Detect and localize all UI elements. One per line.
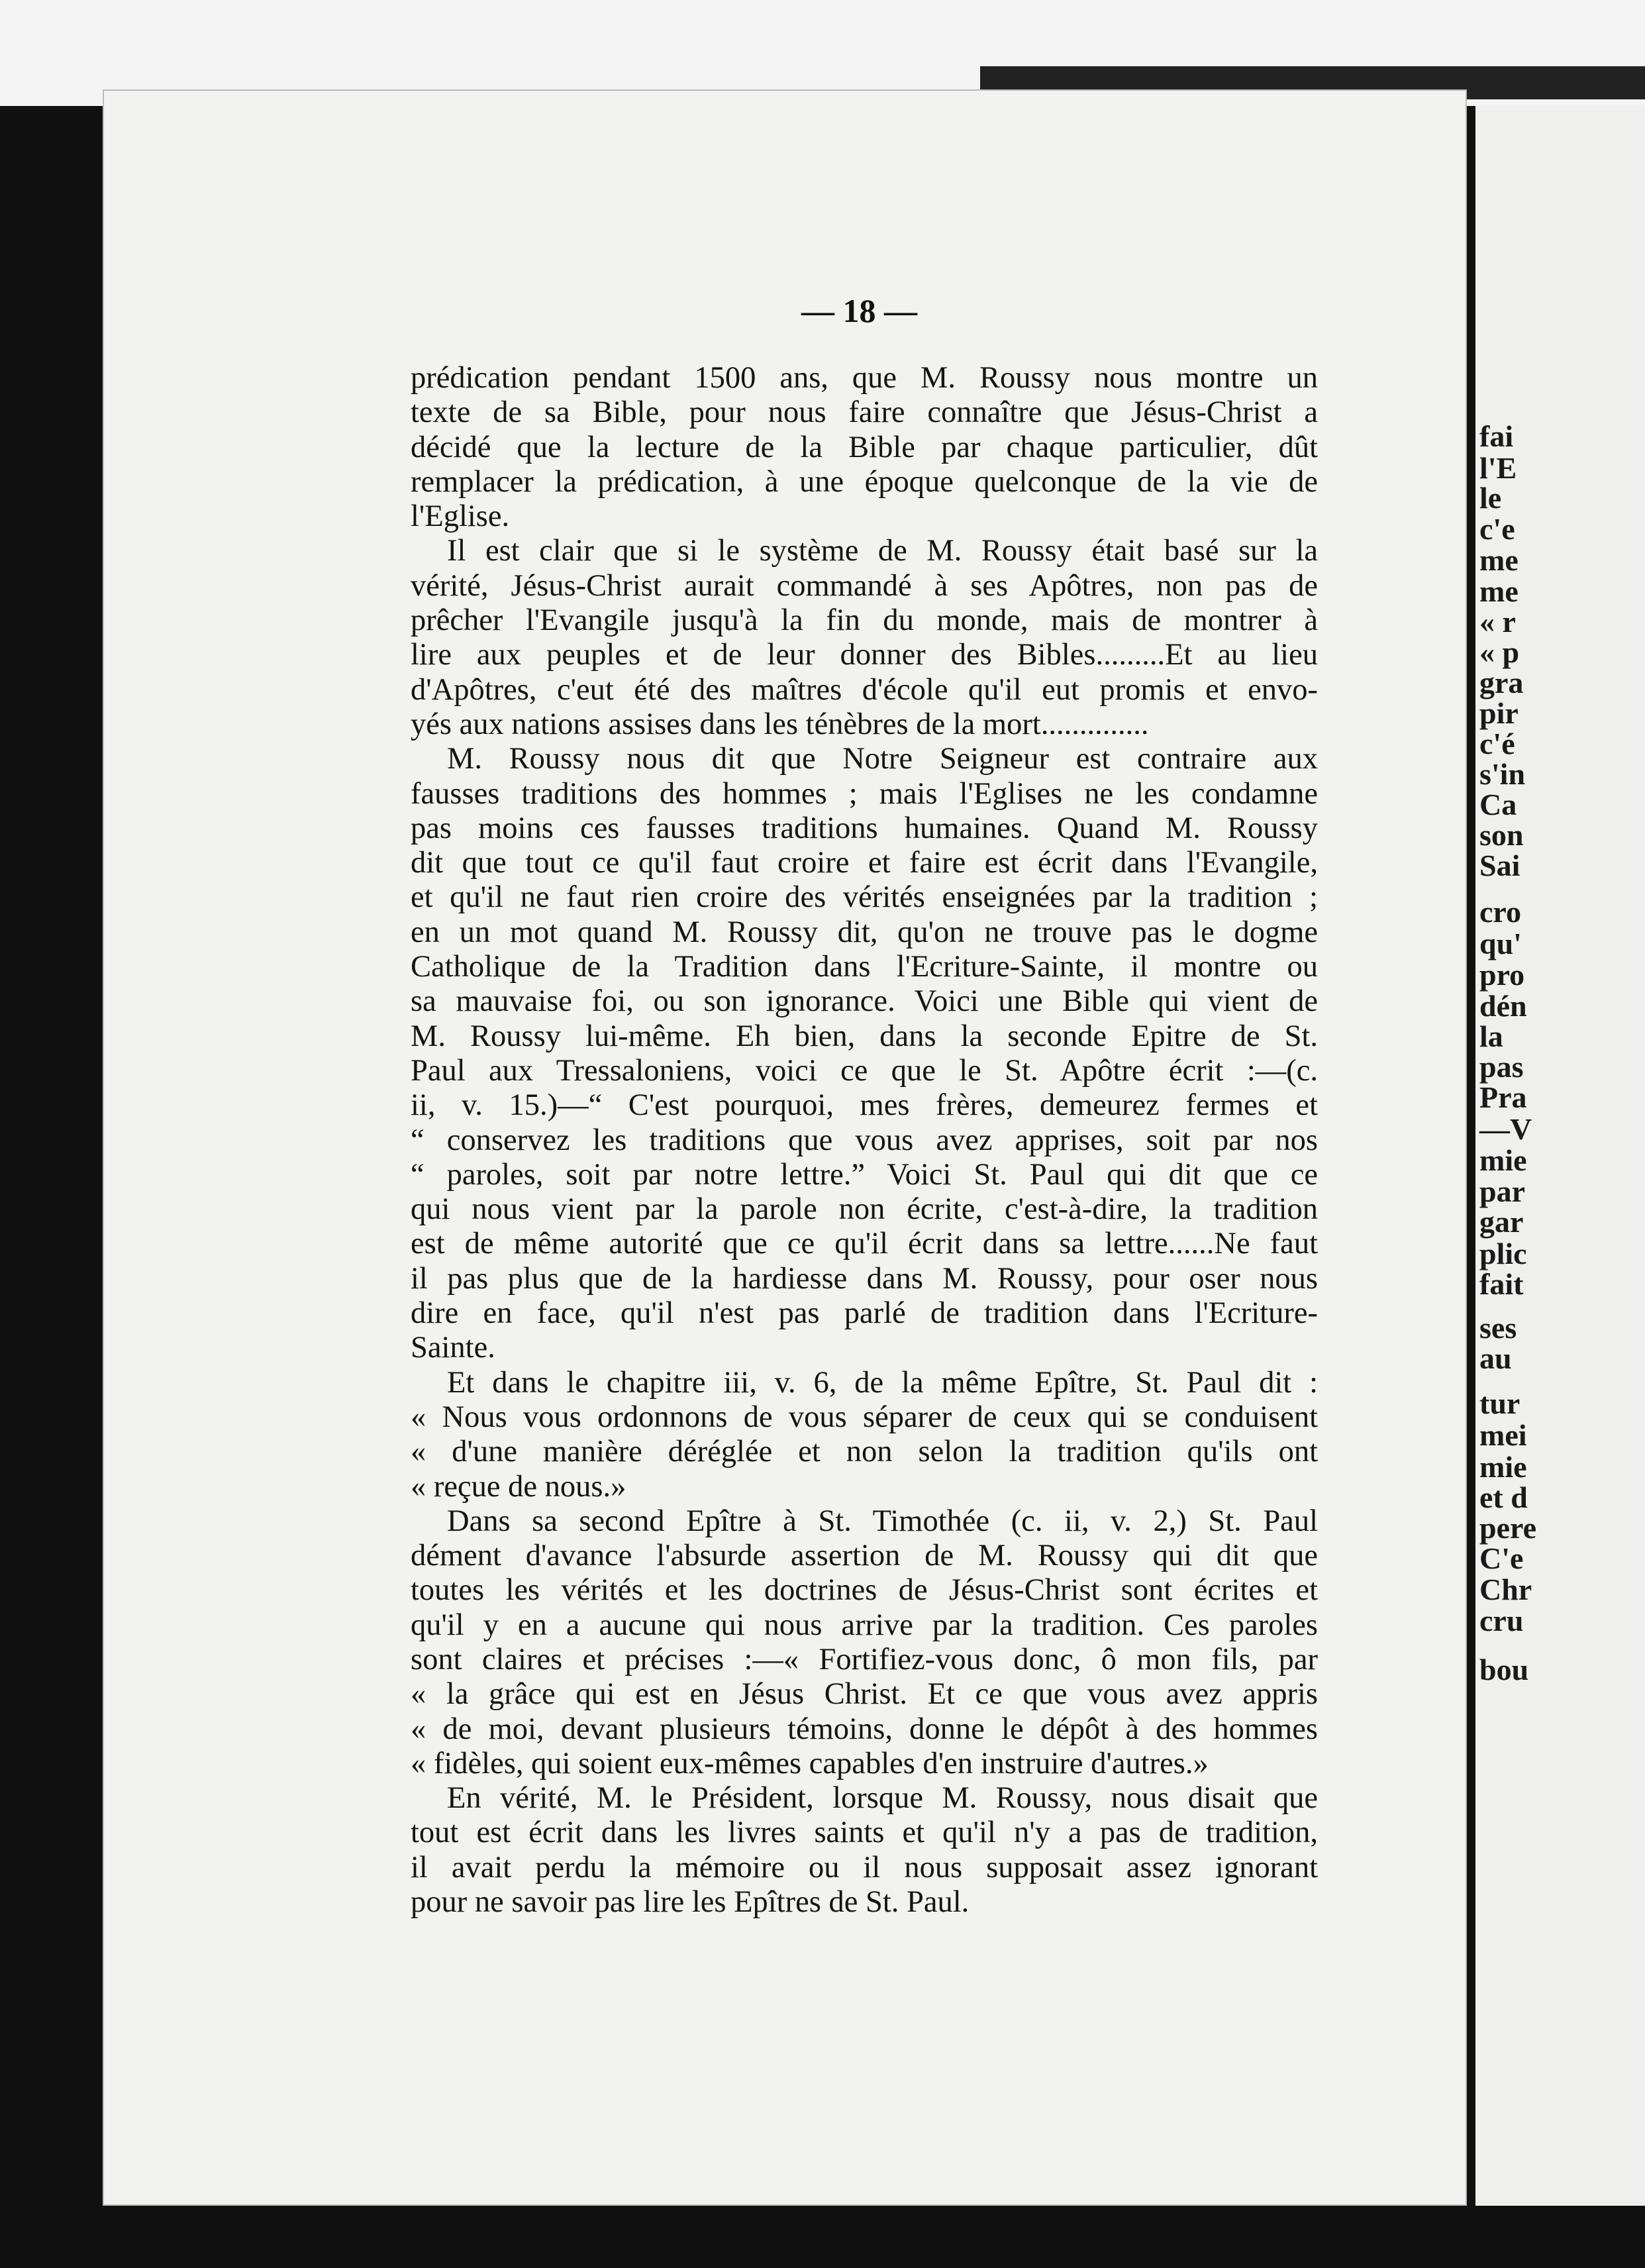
text-line: prédication pendant 1500 ans, que M. Roussy nous montre un [411, 361, 1318, 395]
text-line: Il est clair que si le système de M. Roussy était basé sur la [447, 534, 1318, 568]
facing-page-fragment: mei [1479, 1418, 1527, 1452]
text-line: toutes les vérités et les doctrines de Jésus-Christ sont écrites et [411, 1573, 1318, 1608]
text-line: qu'il y en a aucune qui nous arrive par la tradition. Ces paroles [411, 1608, 1318, 1642]
paragraph [411, 1781, 1318, 1920]
paragraph [411, 742, 1318, 1365]
facing-page-fragment: cru [1479, 1604, 1524, 1637]
text-line: lire aux peuples et de leur donner des Bibles.........Et au lieu [411, 638, 1318, 672]
facing-page-fragment: son [1479, 818, 1524, 852]
facing-page-fragment: mie [1479, 1450, 1527, 1484]
facing-page-fragment: —V [1479, 1112, 1532, 1146]
facing-page-fragment: cro [1479, 895, 1522, 929]
facing-page-fragment: la [1479, 1019, 1503, 1053]
text-line: Sainte. [411, 1331, 495, 1365]
facing-page-fragment: gra [1479, 666, 1524, 699]
page-body [411, 361, 1318, 1920]
text-line: est de même autorité que ce qu'il écrit dans sa lettre......Ne faut [411, 1227, 1318, 1261]
facing-page-fragment: mie [1479, 1143, 1527, 1177]
text-line: « reçue de nous.» [411, 1469, 626, 1504]
facing-page-fragment: s'in [1479, 757, 1526, 791]
text-line: M. Roussy lui-même. Eh bien, dans la seconde Epitre de St. [411, 1019, 1318, 1053]
facing-page-fragment: « r [1479, 605, 1516, 639]
facing-page-fragment: pro [1479, 958, 1525, 992]
text-line: M. Roussy nous dit que Notre Seigneur est contraire aux [447, 742, 1318, 776]
text-line: dit que tout ce qu'il faut croire et faire est écrit dans l'Evangile, [411, 846, 1318, 880]
text-line: et qu'il ne faut rien croire des vérités enseignées par la tradition ; [411, 880, 1318, 915]
text-line: yés aux nations assises dans les ténèbres de la mort.............. [411, 707, 1149, 741]
text-line: pour ne savoir pas lire les Epîtres de St. Paul. [411, 1885, 970, 1920]
facing-page-fragment: Ca [1479, 788, 1517, 821]
text-line: fausses traditions des hommes ; mais l'Eglises ne les condamne [411, 776, 1318, 811]
text-line: “ conservez les traditions que vous avez apprises, soit par nos [411, 1123, 1318, 1157]
facing-page-fragment: Chr [1479, 1572, 1532, 1606]
text-line: “ paroles, soit par notre lettre.” Voici St. Paul qui dit que ce [411, 1157, 1318, 1192]
facing-page-fragment: tur [1479, 1386, 1520, 1420]
text-line: « fidèles, qui soient eux-mêmes capables d'en instruire d'autres.» [411, 1746, 1209, 1780]
text-line: prêcher l'Evangile jusqu'à la fin du monde, mais de montrer à [411, 603, 1318, 638]
facing-page-fragment: et d [1479, 1480, 1528, 1514]
facing-page-fragment: par [1479, 1174, 1525, 1208]
text-line: « d'une manière déréglée et non selon la tradition qu'ils ont [411, 1435, 1318, 1469]
facing-page-fragment: gar [1479, 1205, 1524, 1239]
paragraph [411, 1504, 1318, 1781]
facing-page-fragment: ses [1479, 1311, 1517, 1345]
facing-page-fragment: bou [1479, 1653, 1529, 1686]
facing-page-fragment: c'é [1479, 727, 1515, 760]
text-line: En vérité, M. le Président, lorsque M. Roussy, nous disait que [447, 1781, 1318, 1816]
facing-page-fragment: pir [1479, 696, 1519, 730]
text-line: l'Eglise. [411, 499, 510, 534]
text-line: dire en face, qu'il n'est pas parlé de tradition dans l'Ecriture- [411, 1296, 1318, 1331]
facing-page-fragment: « p [1479, 635, 1520, 669]
text-line: il pas plus que de la hardiesse dans M. Roussy, pour oser nous [411, 1261, 1318, 1296]
text-line: tout est écrit dans les livres saints et qu'il n'y a pas de tradition, [411, 1816, 1318, 1850]
text-line: pas moins ces fausses traditions humaines. Quand M. Roussy [411, 811, 1318, 845]
text-line: texte de sa Bible, pour nous faire connaître que Jésus-Christ a [411, 395, 1318, 430]
text-line: ii, v. 15.)—“ C'est pourquoi, mes frères, demeurez fermes et [411, 1088, 1318, 1123]
text-line: qui nous vient par la parole non écrite, c'est-à-dire, la tradition [411, 1192, 1318, 1227]
facing-page-fragment: fai [1479, 419, 1514, 453]
text-line: vérité, Jésus-Christ aurait commandé à ses Apôtres, non pas de [411, 568, 1318, 603]
text-line: « Nous vous ordonnons de vous séparer de ceux qui se conduisent [411, 1400, 1318, 1434]
text-line: sa mauvaise foi, ou son ignorance. Voici une Bible qui vient de [411, 984, 1318, 1019]
facing-page-fragment: me [1479, 574, 1519, 608]
text-line: remplacer la prédication, à une époque quelconque de la vie de [411, 464, 1318, 499]
facing-page-fragment: pere [1479, 1511, 1537, 1545]
text-line: Catholique de la Tradition dans l'Ecriture-Sainte, il montre ou [411, 950, 1318, 984]
facing-page-fragment: plic [1479, 1237, 1527, 1270]
text-line: sont claires et précises :—« Fortifiez-vous donc, ô mon fils, par [411, 1642, 1318, 1676]
facing-page-fragment: C'e [1479, 1541, 1524, 1575]
text-line: il avait perdu la mémoire ou il nous supposait assez ignorant [411, 1850, 1318, 1884]
text-line: « la grâce qui est en Jésus Christ. Et ce que vous avez appris [411, 1677, 1318, 1712]
facing-page-fragment: c'e [1479, 512, 1515, 546]
text-line: d'Apôtres, c'eut été des maîtres d'école qu'il eut promis et envo- [411, 672, 1318, 707]
facing-page-fragment: Sai [1479, 849, 1520, 882]
text-line: « de moi, devant plusieurs témoins, donne le dépôt à des hommes [411, 1712, 1318, 1746]
facing-page-fragment: fait [1479, 1267, 1524, 1301]
facing-page-fragment: me [1479, 543, 1519, 577]
page-number: — 18 — [801, 292, 917, 329]
facing-page-fragment: dén [1479, 989, 1527, 1023]
paragraph [411, 534, 1318, 742]
text-line: Et dans le chapitre iii, v. 6, de la même Epître, St. Paul dit : [447, 1365, 1318, 1400]
text-line: en un mot quand M. Roussy dit, qu'on ne trouve pas le dogme [411, 915, 1318, 949]
text-line: dément d'avance l'absurde assertion de M. Roussy qui dit que [411, 1539, 1318, 1573]
text-line: Dans sa second Epître à St. Timothée (c. ii, v. 2,) St. Paul [447, 1504, 1318, 1538]
text-line: décidé que la lecture de la Bible par chaque particulier, dût [411, 430, 1318, 464]
facing-page-fragment: Pra [1479, 1080, 1527, 1114]
text-line: Paul aux Tressaloniens, voici ce que le St. Apôtre écrit :—(c. [411, 1053, 1318, 1088]
facing-page-fragment: pas [1479, 1050, 1524, 1084]
facing-page-fragment: au [1479, 1341, 1512, 1375]
facing-page [1475, 106, 1645, 2206]
paragraph [411, 361, 1318, 534]
facing-page-fragment: qu' [1479, 927, 1522, 960]
paragraph [411, 1366, 1318, 1504]
facing-page-fragment: l'E [1479, 451, 1517, 485]
facing-page-fragment: le [1479, 481, 1502, 515]
